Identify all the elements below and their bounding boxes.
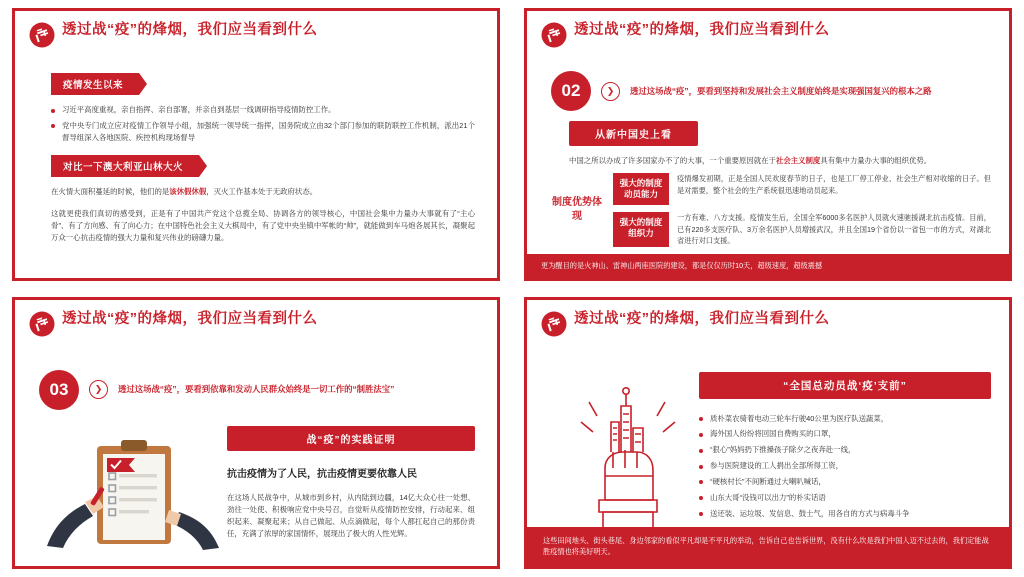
slide-4-frame xyxy=(524,297,1012,570)
list-item: 送还装、运垃圾、发信息、鼓士气，用各自的方式与病毒斗争 xyxy=(699,508,991,520)
list-item: 习近平高度重视，亲自指挥、亲自部署，并亲自到基层一线调研指导疫情防控工作。 xyxy=(51,104,475,116)
highlight-text: 人民 xyxy=(397,468,417,480)
slide-2-text-1: 疫情爆发初期，正是全国人民欢度春节的日子，也是工厂停工停业、社会生产相对收缩的日子。但是对需要，整个社会的生产系统很迅速地动员起来。 xyxy=(677,174,991,195)
list-item: “硬核村长”不间断通过大喇叭喊话， xyxy=(699,476,991,488)
section-number-badge: 02 xyxy=(551,71,591,111)
party-emblem-icon xyxy=(29,311,55,337)
slide-2-lead-text: 透过这场战“疫”，要看到坚持和发展社会主义制度始终是实现强国复兴的根本之路 xyxy=(630,85,932,96)
list-item: 参与医院建设的工人捐出全部所得工资， xyxy=(699,460,991,472)
slide-3-frame xyxy=(12,297,500,570)
section-band-practice-proof: 战“疫”的实践证明 xyxy=(227,426,475,451)
section-band-epidemic-since: 疫情发生以来 xyxy=(51,73,139,95)
party-emblem-icon xyxy=(541,311,567,337)
highlight-text: 该休假休假 xyxy=(169,186,207,196)
list-item: “狠心”妈妈扔下推搡孩子除夕之夜奔赴一线， xyxy=(699,444,991,456)
slide-2-footer-banner: 更为醒目的是火神山、雷神山两座医院的建设，都是仅仅历时10天，超级速度，超级震撼 xyxy=(527,254,1009,278)
page-title: 透过战“疫”的烽烟，我们应当看到什么 xyxy=(62,22,318,38)
system-advantage-label: 制度优势体现 xyxy=(552,197,602,222)
slide-4-bullet-list xyxy=(699,413,991,520)
section-number-badge: 03 xyxy=(39,370,79,410)
slide-3-lead-text: 透过这场战“疫”，要看到依靠和发动人民群众始终是一切工作的“制胜法宝” xyxy=(118,384,395,395)
page-title: 透过战“疫”的烽烟，我们应当看到什么 xyxy=(574,310,830,327)
slide-3 xyxy=(0,289,512,577)
slide-3-header xyxy=(29,310,485,337)
slide-4 xyxy=(512,289,1024,577)
slide-1 xyxy=(0,0,512,289)
capability-label-mobilization: 强大的制度动员能力 xyxy=(613,173,669,205)
list-item: 山东大哥“没钱可以出力”的朴实话语 xyxy=(699,492,991,504)
highlight-text: 人民 xyxy=(287,468,307,480)
section-band-new-china-history: 从新中国史上看 xyxy=(569,121,698,146)
party-emblem-icon xyxy=(29,22,55,48)
party-emblem-icon xyxy=(541,22,567,48)
slide-3-subtitle: 抗击疫情为了人民，抗击疫情更要依靠人民 xyxy=(227,468,417,480)
capability-label-organization: 强大的制度组织力 xyxy=(613,212,669,247)
slide-4-header xyxy=(541,310,997,337)
page-title: 透过战“疫”的烽烟，我们应当看到什么 xyxy=(574,22,830,38)
clipboard-checklist-illustration xyxy=(41,428,226,553)
slide-1-frame xyxy=(12,8,500,281)
slide-2-paragraph-1: 中国之所以办成了许多国家办不了的大事，一个重要原因就在于社会主义制度具有集中力量办大事的组织优势。 xyxy=(569,156,932,165)
chevron-right-icon: ❯ xyxy=(601,82,620,101)
slide-4-footer-banner: 这些田间地头、街头巷尾、身边邻家的看似平凡却是不平凡的举动，告诉自己也告诉世界，没有什么坎是我们中国人迈不过去的，我们定能战胜疫情也将美好明天。 xyxy=(527,527,1009,566)
slide-2-header xyxy=(541,21,997,48)
slide-1-paragraph-2: 这就更使我们真切的感受到，正是有了中国共产党这个总揽全局、协调各方的领导核心，中国社会集中力量办大事就有了“主心骨”、有了方向感、有了向心力；在中国特色社会主义大棋局中，有了党中央坐镇中军帐的“帅”，就能做到车马炮各展其长，凝聚起万众一心抗击疫情的强大力量和复兴伟业的磅礴力量。 xyxy=(51,208,475,243)
page-title: 透过战“疫”的烽烟，我们应当看到什么 xyxy=(62,310,318,327)
section-band-national-mobilization: “全国总动员战‘疫’支前” xyxy=(699,372,991,399)
slide-2 xyxy=(512,0,1024,289)
slide-2-text-2: 一方有难、八方支援。疫情发生后，全国全军6000多名医护人员就火速驰援湖北抗击疫情。目前，已有220多支医疗队、3万余名医护人员增援武汉，并且全国19个省份以一省包一市的方式，对湖北省进行对口支援。 xyxy=(677,213,991,246)
section-band-australia-fire: 对比一下澳大利亚山林大火 xyxy=(51,155,199,177)
highlight-text: 社会主义制度 xyxy=(775,156,821,165)
slide-1-bullet-list xyxy=(51,104,475,144)
list-item: 党中央专门成立应对疫情工作领导小组，加强统一领导统一指挥，国务院成立由32个部门参加的联防联控工作机制，派出21个督导组深入各地医院、疾控机构现场督导 xyxy=(51,120,475,144)
list-item: 质朴菜农骑着电动三轮车行驶40公里为医疗队送蔬菜， xyxy=(699,413,991,425)
slide-1-header xyxy=(29,21,485,48)
chevron-right-icon: ❯ xyxy=(89,380,108,399)
slide-3-paragraph: 在这场人民战争中，从城市到乡村，从内陆到边疆，14亿大众心往一处想、劲往一处使、积极响应党中央号召，自觉听从疫情防控安排，行动起来、组织起来、凝聚起来；从自己做起、从点滴做起，每个人都扛起自己的那份责任，充满了浓厚的家国情怀，展现出了极大的人性光辉。 xyxy=(227,492,475,539)
list-item: 海外国人纷纷将回国自费购买的口罩， xyxy=(699,428,991,440)
slide-2-frame xyxy=(524,8,1012,281)
slide-1-paragraph-1: 在火情大面积蔓延的时候，他们的是该休假休假，灭火工作基本处于无政府状态。 xyxy=(51,186,318,196)
